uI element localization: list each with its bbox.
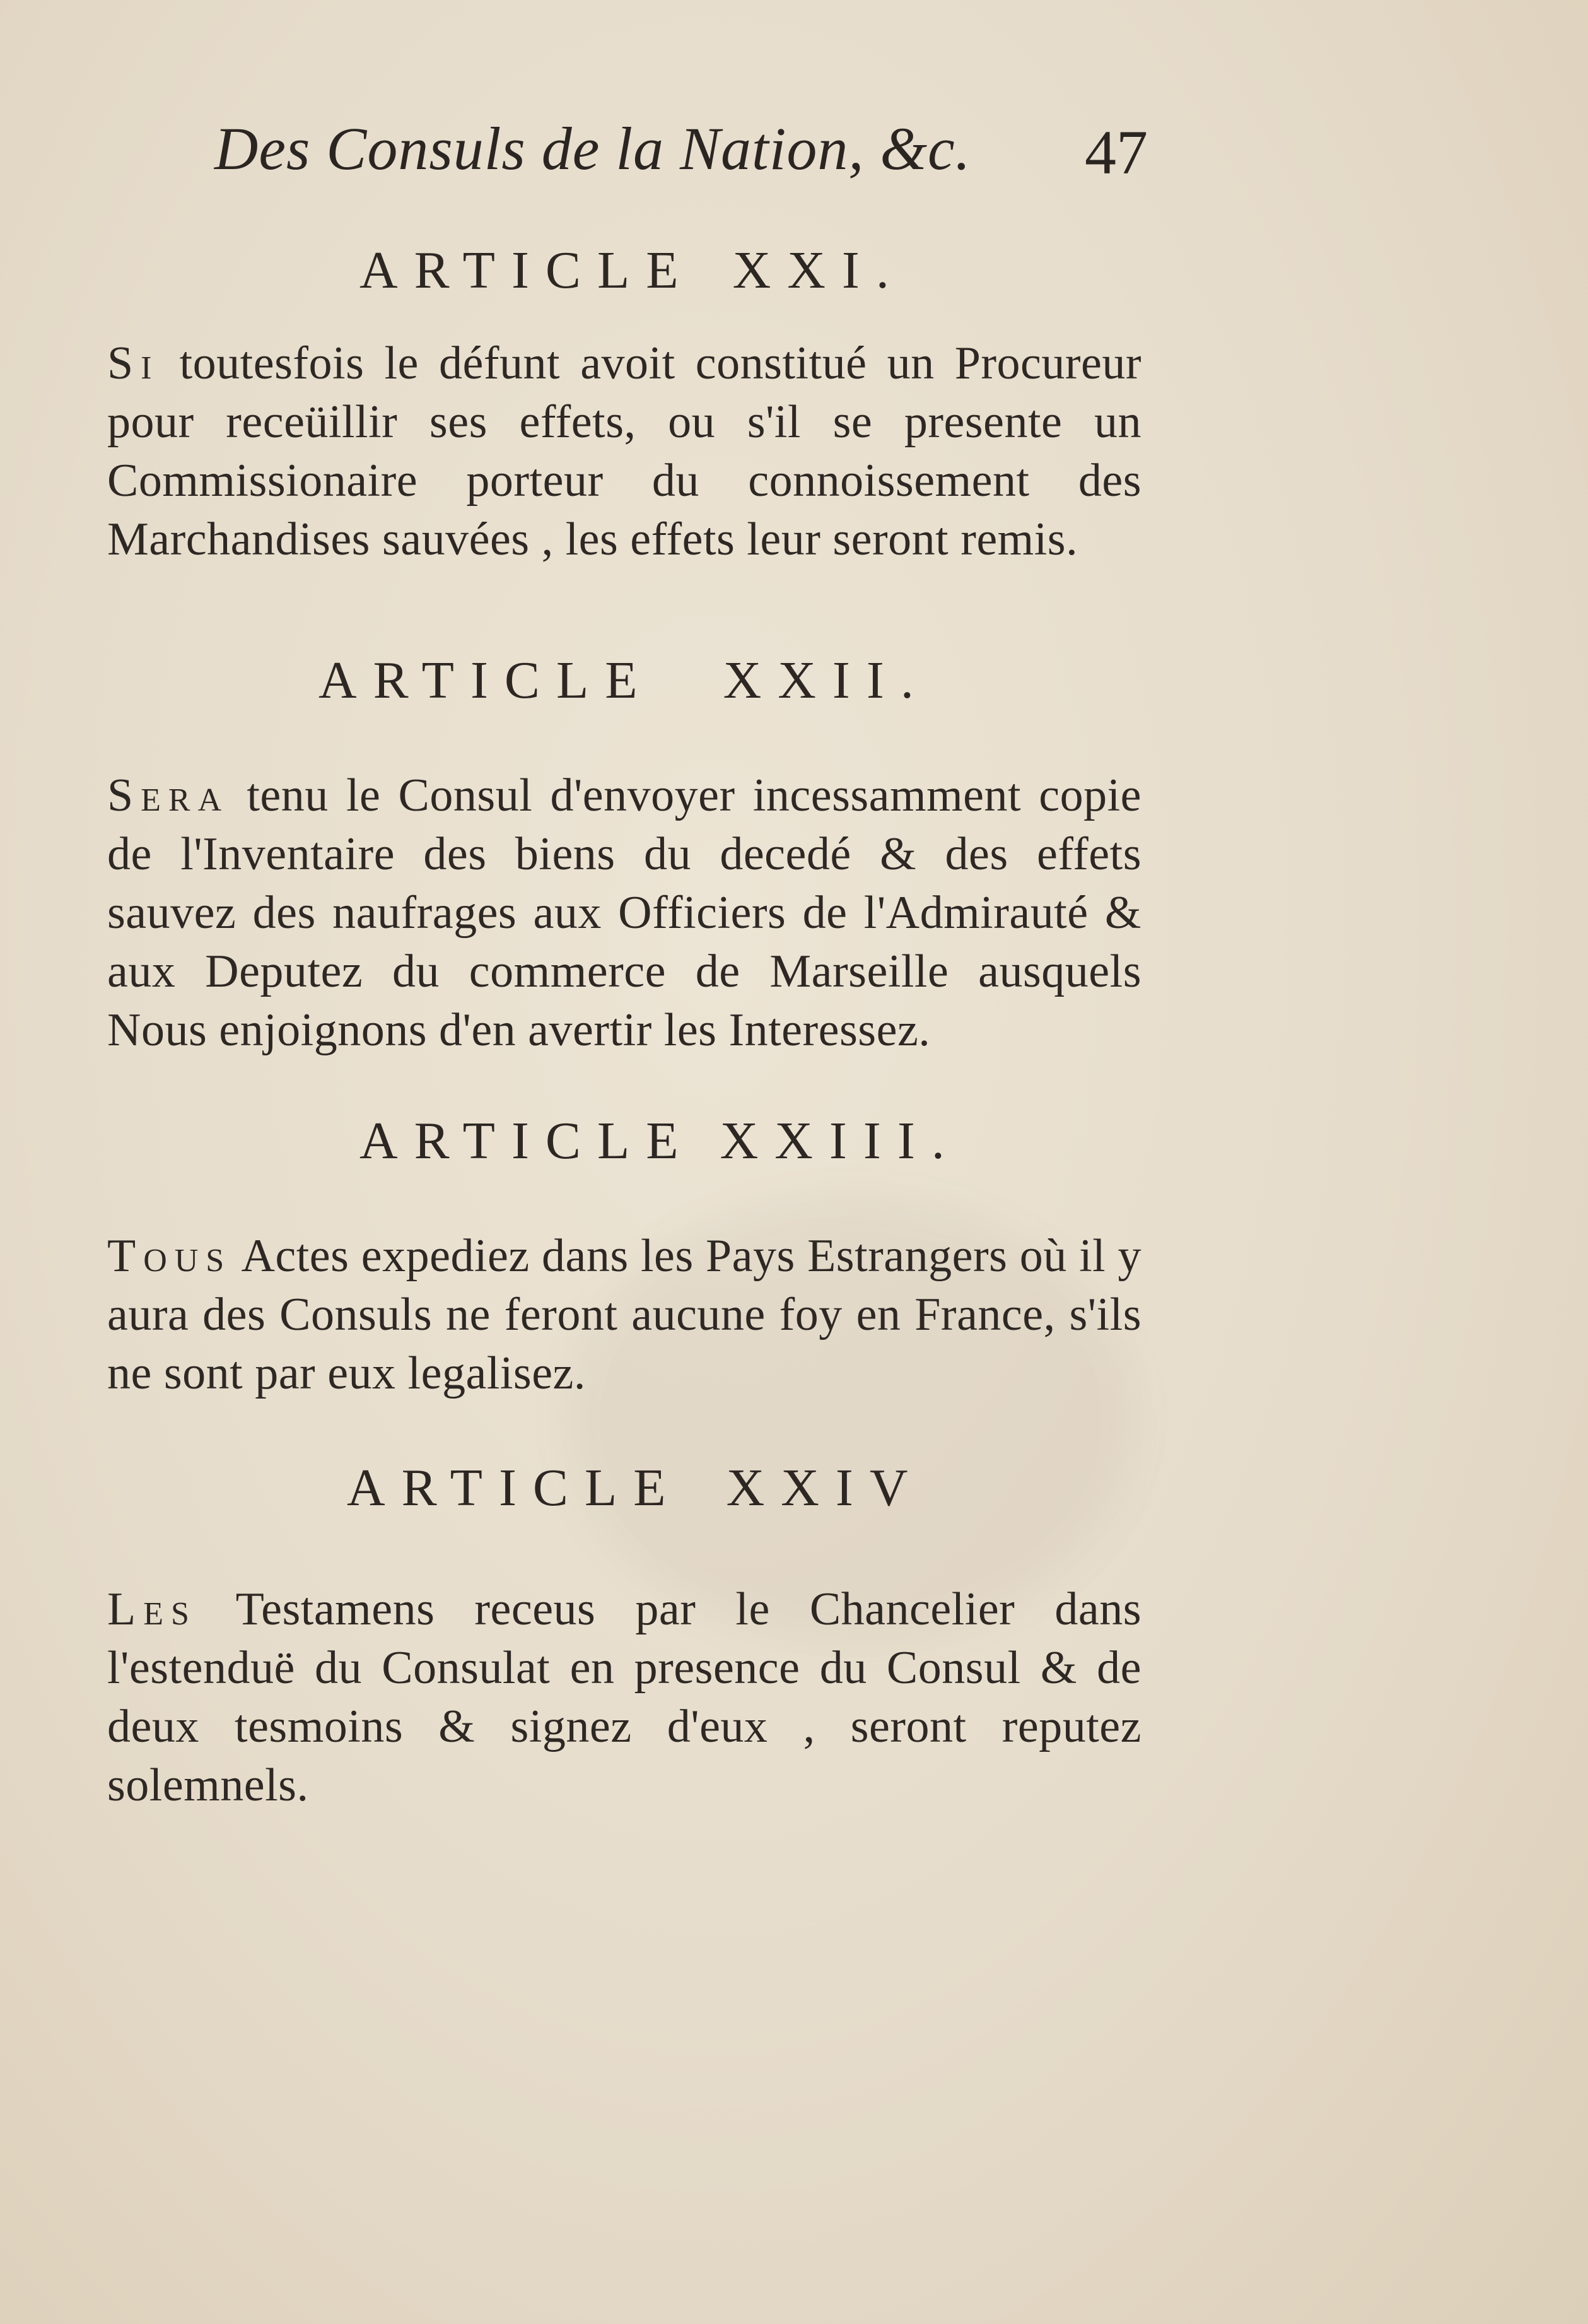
paragraph-lead: Les	[107, 1583, 197, 1635]
paragraph-text: Testamens receus par le Chancelier dans l'estenduë du Consulat en presence du Consul & de deux tesmoins & signez d'eux , seront reputez solemnels.	[107, 1583, 1141, 1811]
article-heading-xxii	[318, 650, 930, 711]
article-heading-number: XXI.	[732, 241, 906, 300]
running-title: Des Consuls de la Nation, &c.	[214, 115, 971, 182]
paragraph-lead: Si	[107, 337, 160, 389]
paragraph-lead: Sera	[107, 770, 230, 821]
article-paragraph-xxii	[107, 766, 1141, 1060]
article-heading-xxiii	[359, 1110, 961, 1171]
article-heading-word: ARTICLE	[359, 1112, 695, 1170]
running-header	[214, 107, 1148, 196]
paragraph-text: tenu le Consul d'envoyer incessamment copie de l'Inventaire des biens du decedé & des effets sauvez des naufrages aux Officiers de l'Admirauté & aux Deputez du commerce de Marseille ausquels Nous enjoignons d'en avertir les Interessez.	[107, 770, 1141, 1056]
article-paragraph-xxiii	[107, 1227, 1141, 1403]
page-number: 47	[1085, 117, 1148, 187]
article-heading-number: XXIV	[726, 1458, 925, 1517]
article-heading-xxi	[359, 240, 906, 301]
article-paragraph-xxi	[107, 334, 1141, 569]
article-heading-word: ARTICLE	[359, 241, 695, 300]
paragraph-text: toutesfois le défunt avoit constitué un Procureur pour receüillir ses effets, ou s'il se presente un Commissionaire porteur du connoissement des Marchandises sauvées , les effets leur seront remis.	[107, 337, 1141, 565]
paragraph-lead: Tous	[107, 1230, 232, 1282]
article-heading-word: ARTICLE	[318, 651, 654, 710]
article-heading-number: XXII.	[723, 651, 930, 710]
article-heading-number: XXIII.	[720, 1112, 961, 1170]
paragraph-text: Actes expediez dans les Pays Estrangers où il y aura des Consuls ne feront aucune foy en France, s'ils ne sont par eux legalisez.	[107, 1230, 1141, 1399]
article-heading-xxiv	[347, 1457, 925, 1518]
article-paragraph-xxiv	[107, 1580, 1141, 1815]
article-heading-word: ARTICLE	[347, 1458, 682, 1517]
